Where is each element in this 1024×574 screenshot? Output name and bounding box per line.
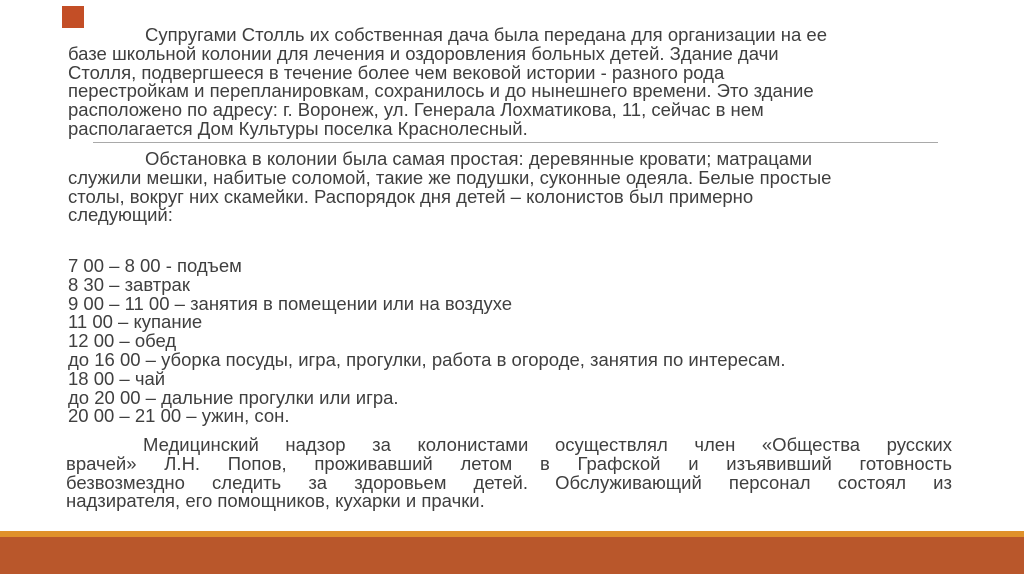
schedule-item: 9 00 – 11 00 – занятия в помещении или на воздухе — [68, 292, 513, 314]
schedule-item: 11 00 – купание — [68, 311, 203, 333]
text-line: врачей» Л.Н. Попов, проживавший летом в Графской и изъявивший готовность — [66, 452, 952, 474]
daily-schedule-list — [68, 257, 968, 426]
text-line: надзирателя, его помощников, кухарки и прачки. — [66, 490, 485, 512]
text-line: следующий: — [68, 204, 173, 226]
schedule-item: 18 00 – чай — [68, 367, 166, 389]
schedule-item: до 16 00 – уборка посуды, игра, прогулки, работа в огороде, занятия по интересам. — [68, 348, 786, 370]
text-line: Супругами Столль их собственная дача была передана для организации на ее — [145, 24, 827, 45]
text-line: перестройкам и перепланировкам, сохранилось и до нынешнего времени. Это здание — [68, 80, 814, 102]
schedule-item: 8 30 – завтрак — [68, 273, 190, 295]
paragraph-medical-supervision — [66, 436, 952, 511]
schedule-item: 20 00 – 21 00 – ужин, сон. — [68, 405, 290, 427]
accent-square — [62, 6, 84, 28]
text-line: располагается Дом Культуры поселка Краснолесный. — [68, 117, 528, 139]
text-line: столы, вокруг них скамейки. Распорядок дня детей – колонистов был примерно — [68, 185, 754, 207]
paragraph-colony-conditions — [68, 150, 948, 225]
schedule-item: до 20 00 – дальние прогулки или игра. — [68, 386, 399, 408]
text-line: Медицинский надзор за колонистами осуществлял член «Общества русских — [143, 434, 952, 455]
text-line: Столля, подвергшееся в течение более чем вековой истории - разного рода — [68, 61, 725, 83]
paragraph-dacha-history — [68, 26, 948, 139]
text-line: безвозмездно следить за здоровьем детей. Обслуживающий персонал состоял из — [66, 471, 952, 493]
footer-band — [0, 537, 1024, 574]
text-line: расположено по адресу: г. Воронеж, ул. Генерала Лохматикова, 11, сейчас в нем — [68, 99, 764, 121]
text-line: Обстановка в колонии была самая простая: деревянные кровати; матрацами — [145, 148, 813, 169]
schedule-item: 7 00 – 8 00 - подъем — [68, 255, 242, 276]
schedule-item: 12 00 – обед — [68, 330, 177, 352]
text-line: служили мешки, набитые соломой, такие же подушки, суконные одеяла. Белые простые — [68, 166, 832, 188]
text-line: базе школьной колонии для лечения и оздоровления больных детей. Здание дачи — [68, 42, 779, 64]
divider-line — [93, 142, 938, 143]
